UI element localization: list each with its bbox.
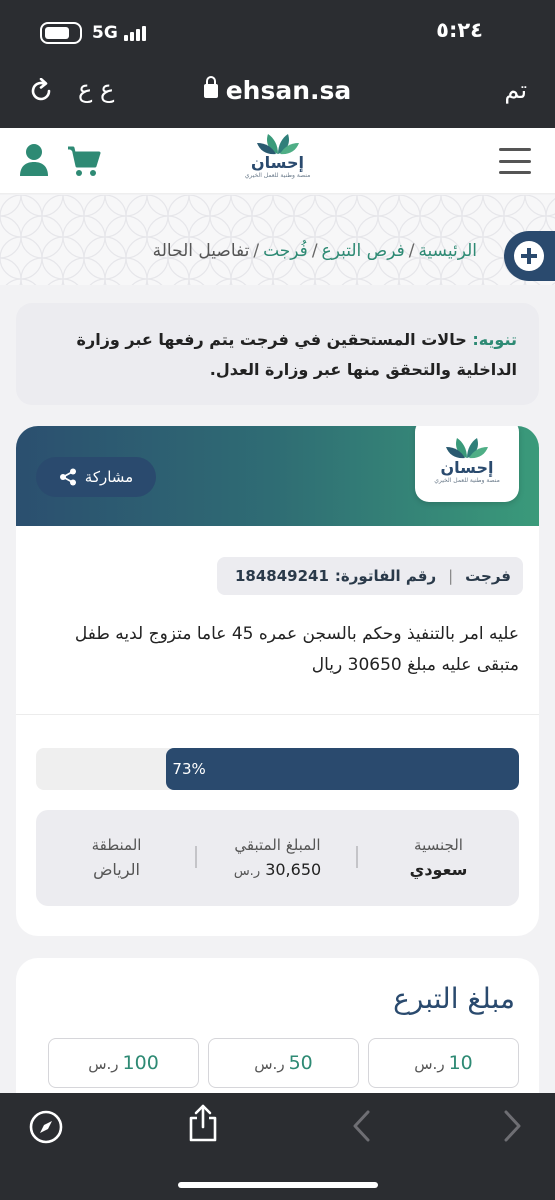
notice-box <box>16 303 539 405</box>
case-category: فرجت <box>465 567 511 585</box>
browser-url-bar <box>0 62 555 128</box>
amount-options <box>42 1038 519 1088</box>
invoice-number: 184849241 <box>234 567 329 585</box>
pattern-decoration <box>0 195 555 285</box>
stat-value <box>197 860 358 879</box>
stat-nationality <box>358 836 519 879</box>
domain-text: ehsan.sa <box>225 76 352 105</box>
lock-icon <box>204 84 218 98</box>
breadcrumb-home[interactable]: الرئيسية <box>418 241 477 261</box>
user-icon[interactable] <box>18 142 50 178</box>
divider <box>16 714 539 715</box>
amount-currency: ر.س <box>414 1055 445 1073</box>
share-label: مشاركة <box>84 468 134 486</box>
cart-icon[interactable] <box>66 144 102 178</box>
breadcrumb <box>153 241 477 261</box>
breadcrumb-category[interactable]: فُرجت <box>263 241 308 261</box>
amount-value: 10 <box>448 1052 473 1074</box>
home-indicator <box>178 1182 378 1188</box>
invoice-pill: فرجت | رقم الفاتورة: 184849241 <box>217 557 523 595</box>
remaining-currency: ر.س <box>233 864 261 879</box>
battery-icon <box>40 22 82 44</box>
breadcrumb-opportunities[interactable]: فرص التبرع <box>321 241 405 261</box>
amount-option[interactable] <box>368 1038 519 1088</box>
stat-value: سعودي <box>409 860 468 879</box>
case-description: عليه امر بالتنفيذ وحكم بالسجن عمره 45 عاما متزوج لديه طفل متبقى عليه مبلغ 30650 ريال <box>74 624 519 675</box>
amount-value: 50 <box>288 1052 313 1074</box>
logo-tagline: منصة وطنية للعمل الخيري <box>434 477 500 484</box>
pattern-background <box>0 195 555 285</box>
case-card <box>16 426 539 936</box>
logo-name: إحسان <box>440 458 494 477</box>
stat-label: المبلغ المتبقي <box>234 836 321 854</box>
amount-currency: ر.س <box>88 1055 119 1073</box>
reload-icon[interactable] <box>28 78 54 104</box>
donation-title: مبلغ التبرع <box>393 982 515 1015</box>
amount-option[interactable] <box>48 1038 199 1088</box>
stat-label: الجنسية <box>414 836 463 854</box>
text-size-button[interactable]: ع ع <box>78 75 115 103</box>
site-header <box>0 128 555 194</box>
add-button[interactable] <box>504 231 555 281</box>
site-logo[interactable] <box>245 132 311 180</box>
stat-label: المنطقة <box>91 836 142 854</box>
share-icon <box>59 468 77 486</box>
status-indicators <box>40 22 146 44</box>
done-button[interactable]: تم <box>504 76 527 104</box>
forward-icon[interactable] <box>500 1109 524 1143</box>
progress-bar <box>36 748 519 790</box>
compass-icon[interactable] <box>28 1109 64 1145</box>
share-button[interactable] <box>36 457 156 497</box>
stat-remaining <box>197 836 358 879</box>
logo-tagline: منصة وطنية للعمل الخيري <box>244 172 311 179</box>
notice-text: حالات المستحقين في فرجت يتم رفعها عبر وزارة الداخلية والتحقق منها عبر وزارة العدل. <box>76 330 517 379</box>
stat-value: الرياض <box>93 860 140 879</box>
amount-value: 100 <box>122 1052 159 1074</box>
stat-region <box>36 836 197 879</box>
logo-name: إحسان <box>251 153 304 172</box>
invoice-label: رقم الفاتورة: <box>334 567 437 585</box>
back-icon[interactable] <box>350 1109 374 1143</box>
amount-currency: ر.س <box>254 1055 285 1073</box>
share-icon[interactable] <box>186 1103 220 1143</box>
breadcrumb-separator: / <box>311 241 318 261</box>
remaining-amount: 30,650 <box>265 860 322 879</box>
status-bar <box>0 0 555 62</box>
amount-option[interactable] <box>208 1038 359 1088</box>
case-stats <box>36 810 519 906</box>
card-logo <box>415 426 519 502</box>
breadcrumb-separator: / <box>253 241 260 261</box>
status-time: ٥:٢٤ <box>436 18 483 42</box>
signal-icon <box>124 25 146 41</box>
plus-icon <box>514 241 544 271</box>
progress-fill: 73% <box>166 748 519 790</box>
notice-title: تنويه: <box>472 330 517 349</box>
breadcrumb-separator: / <box>408 241 415 261</box>
network-type: 5G <box>92 23 118 43</box>
breadcrumb-current: تفاصيل الحالة <box>152 241 250 261</box>
